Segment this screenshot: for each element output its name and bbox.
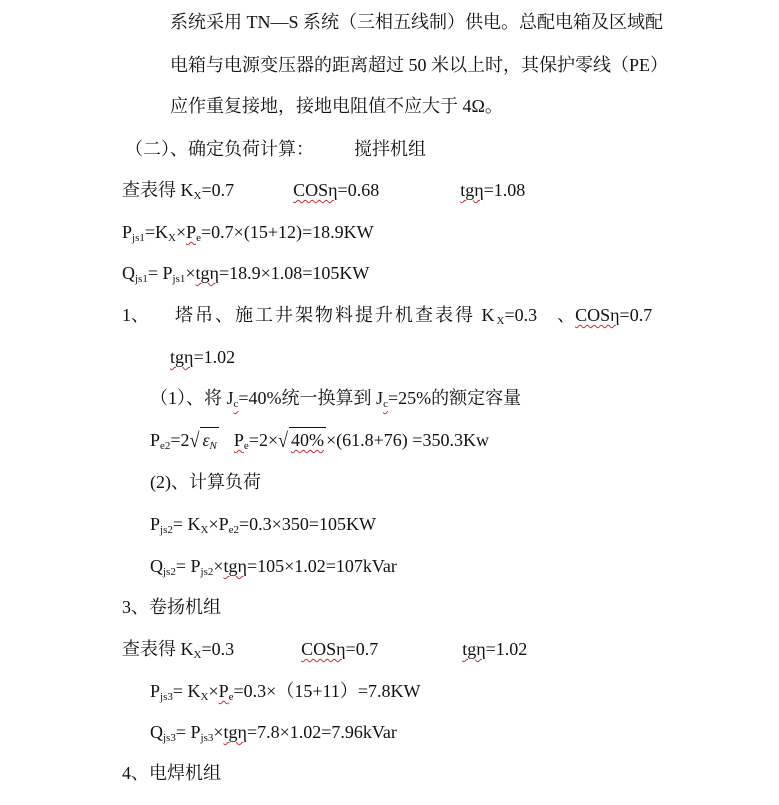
eta-symbol: η <box>237 556 247 576</box>
sqrt-radicand: 40% <box>289 427 326 452</box>
item-3-lookup-line <box>122 637 527 661</box>
eta-symbol: η <box>184 347 194 367</box>
intro-line-3: 应作重复接地，接地电阻值不应大于 4Ω。 <box>170 96 503 116</box>
item-1-number: 1、 <box>122 305 149 325</box>
pe-subscript: e <box>228 691 234 703</box>
item-3-q-formula <box>150 720 397 744</box>
section-2-heading <box>125 137 426 161</box>
lookup-prefix: 查表得 K <box>122 639 194 659</box>
times-sign: × <box>213 556 224 576</box>
pe2-subscript: e2 <box>160 440 171 452</box>
p-symbol: P <box>150 514 161 534</box>
pe-equals: =2× <box>248 430 279 450</box>
times-sign: × <box>208 681 219 701</box>
pe-subscript: e <box>243 440 249 452</box>
p-formula-value: =0.3×（15+11）=7.8KW <box>233 681 421 701</box>
tg-label: tg <box>195 263 210 283</box>
q-equals-p: = P <box>175 556 201 576</box>
cos-label: COS <box>293 180 329 200</box>
item-1-line <box>122 303 652 327</box>
kx-value: =0.3 <box>504 305 538 325</box>
intro-line-2: 电箱与电源变压器的距离超过 50 米以上时，其保护零线（PE） <box>170 55 669 75</box>
tg-value: =1.02 <box>193 347 236 367</box>
mixer-lookup-line <box>122 178 525 202</box>
p-formula-value: =0.7×(15+12)=18.9KW <box>201 222 374 242</box>
eta-symbol: η <box>474 180 484 200</box>
calc-load-heading: (2)、计算负荷 <box>150 472 261 492</box>
pe-symbol: P <box>218 681 229 701</box>
pe-subscript: e2 <box>228 524 240 536</box>
p-equals-k: = K <box>172 514 201 534</box>
q-symbol: Q <box>150 722 163 742</box>
cos-label: COS <box>301 639 337 659</box>
tg-label: tg <box>223 722 238 742</box>
kx-subscript: X <box>168 232 176 244</box>
pe-symbol: P <box>186 222 197 242</box>
q-subscript: js2 <box>163 566 176 578</box>
p-subscript: js3 <box>200 732 214 744</box>
intro-line-1: 系统采用 TN—S 系统（三相五线制）供电。总配电箱及区域配 <box>170 12 664 32</box>
item-4-title: 4、电焊机组 <box>122 763 221 783</box>
cos-label: COS <box>575 305 611 325</box>
eta-symbol: η <box>237 722 247 742</box>
p-formula-value: =0.3×350=105KW <box>239 514 376 534</box>
p-symbol: P <box>150 681 161 701</box>
conversion-middle: =40%统一换算到 J <box>238 388 384 408</box>
p-subscript: js2 <box>160 524 173 536</box>
eta-symbol: η <box>336 639 346 659</box>
eta-symbol: η <box>209 263 219 283</box>
item-3-title: 3、卷扬机组 <box>122 597 221 617</box>
tg-label: tg <box>460 180 475 200</box>
item-1-p-formula <box>150 512 376 536</box>
kx-subscript: X <box>200 691 209 703</box>
p-subscript: js3 <box>160 691 173 703</box>
kx-value: =0.3 <box>201 639 235 659</box>
pe2-symbol: P <box>150 430 161 450</box>
section-2-group: 搅拌机组 <box>354 139 426 159</box>
pe2-equals: =2 <box>170 430 190 450</box>
kx-subscript: X <box>193 649 202 661</box>
eta-symbol: η <box>610 305 620 325</box>
kx-value: =0.7 <box>201 180 235 200</box>
pe2-formula-value: ×(61.8+76) =350.3Kw <box>326 430 489 450</box>
conversion-prefix: （1）、将 J <box>150 388 234 408</box>
conversion-line <box>150 386 521 410</box>
p-equals-k: =K <box>144 222 169 242</box>
pe-symbol: P <box>233 430 244 450</box>
q-equals-p: = P <box>147 263 173 283</box>
jc-subscript: c <box>383 398 388 410</box>
pe-subscript: e <box>196 232 202 244</box>
tg-value: =1.02 <box>485 639 528 659</box>
lookup-prefix: 查表得 K <box>122 180 194 200</box>
item-1-q-formula <box>150 554 397 578</box>
times-sign: × <box>185 263 196 283</box>
kx-subscript: X <box>200 524 209 536</box>
item-3-p-formula <box>150 679 420 703</box>
sqrt-eps-radicand <box>200 427 218 452</box>
q-formula-value: =18.9×1.08=105KW <box>218 263 370 283</box>
q-formula-value: =7.8×1.02=7.96kVar <box>246 722 397 742</box>
tg-label: tg <box>170 347 185 367</box>
mixer-p-formula <box>122 220 374 244</box>
mixer-q-formula <box>122 261 369 285</box>
eta-symbol: η <box>476 639 486 659</box>
epsilon-subscript: N <box>209 440 217 452</box>
cos-value: =0.7 <box>345 639 379 659</box>
q-symbol: Q <box>122 263 135 283</box>
q-formula-value: =105×1.02=107kVar <box>246 556 397 576</box>
times-sign: × <box>208 514 219 534</box>
tg-label: tg <box>223 556 238 576</box>
q-subscript: js3 <box>163 732 176 744</box>
p-subscript: js1 <box>172 273 186 285</box>
times-sign: × <box>213 722 224 742</box>
cos-value: =0.7 <box>619 305 653 325</box>
p-subscript: js1 <box>132 232 145 244</box>
cos-value: =0.68 <box>337 180 380 200</box>
section-2-title: （二）、确定负荷计算： <box>125 139 314 159</box>
pe2-formula <box>150 427 489 452</box>
separator: 、 <box>557 305 576 325</box>
times-sign: × <box>175 222 187 242</box>
sqrt-icon: √ <box>278 428 288 452</box>
epsilon-symbol: ε <box>202 430 210 450</box>
p-symbol: P <box>122 222 133 242</box>
eta-symbol: η <box>328 180 338 200</box>
kx-subscript: X <box>496 315 505 327</box>
sqrt-icon: √ <box>189 428 200 452</box>
p-equals-k: = K <box>172 681 201 701</box>
pe-symbol: P <box>218 514 229 534</box>
q-equals-p: = P <box>175 722 201 742</box>
conversion-suffix: =25%的额定容量 <box>387 388 522 408</box>
kx-subscript: X <box>193 190 202 202</box>
item-1-text: 塔吊、施工井架物料提升机查表得 K <box>175 305 497 325</box>
q-symbol: Q <box>150 556 163 576</box>
tg-value: =1.08 <box>483 180 526 200</box>
jc-subscript: c <box>233 398 239 410</box>
tg-label: tg <box>462 639 477 659</box>
q-subscript: js1 <box>135 273 148 285</box>
item-1-tg-line <box>170 345 235 369</box>
p-subscript: js2 <box>200 566 214 578</box>
